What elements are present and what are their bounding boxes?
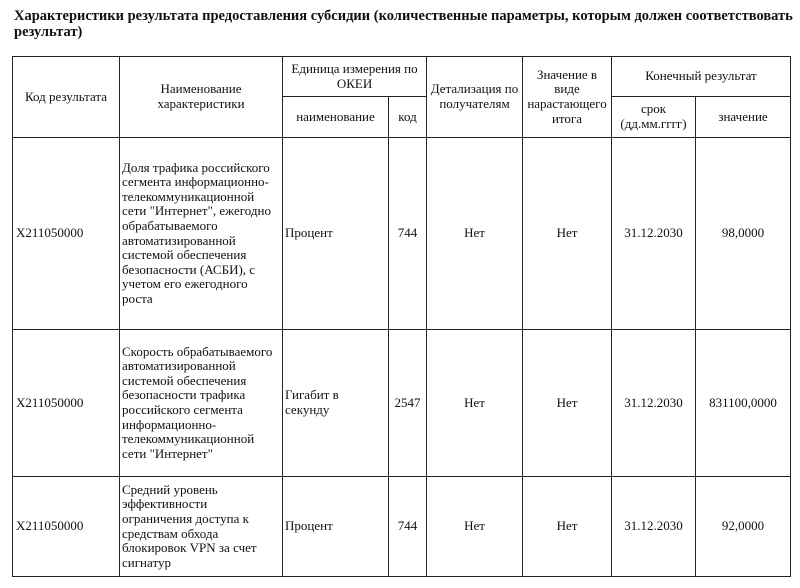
row-final-value: 98,0000 — [696, 138, 791, 330]
header-name: Наименование характеристики — [120, 57, 283, 138]
row-detail: Нет — [427, 477, 523, 577]
row-unit-name: Процент — [283, 138, 389, 330]
row-unit-code: 744 — [389, 477, 427, 577]
header-unit-code: код — [389, 97, 427, 138]
header-code: Код результата — [13, 57, 120, 138]
header-unit-name: наименование — [283, 97, 389, 138]
row-characteristic-name: Средний уровень эффективности ограничения доступа к средствам обхода блокировок VPN за счет сигнатур — [120, 477, 283, 577]
row-final-date: 31.12.2030 — [612, 138, 696, 330]
subsidy-result-table — [12, 56, 791, 577]
header-final-group: Конечный результат — [612, 57, 791, 97]
row-characteristic-name: Доля трафика российского сегмента информационно-телекоммуникационной сети "Интернет", ежегодно обрабатываемого автоматизированной системой обеспечения безопасности (АСБИ), с учетом его ежегодного роста — [120, 138, 283, 330]
row-characteristic-name: Скорость обрабатываемого автоматизированной системой обеспечения безопасности трафика российского сегмента информационно-телекоммуникационной сети "Интернет" — [120, 330, 283, 477]
row-final-date: 31.12.2030 — [612, 477, 696, 577]
header-detail: Детализация по получателям — [427, 57, 523, 138]
row-cumulative: Нет — [523, 330, 612, 477]
table-row — [13, 330, 791, 477]
row-detail: Нет — [427, 330, 523, 477]
header-cumulative: Значение в виде нарастающего итога — [523, 57, 612, 138]
row-cumulative: Нет — [523, 138, 612, 330]
row-final-value: 831100,0000 — [696, 330, 791, 477]
header-final-date: срок (дд.мм.гггг) — [612, 97, 696, 138]
row-final-date: 31.12.2030 — [612, 330, 696, 477]
row-final-value: 92,0000 — [696, 477, 791, 577]
header-final-value: значение — [696, 97, 791, 138]
document-title: Характеристики результата предоставления субсидии (количественные параметры, которым должен соответствовать результат) — [14, 8, 793, 40]
table-row — [13, 138, 791, 330]
row-unit-code: 744 — [389, 138, 427, 330]
row-detail: Нет — [427, 138, 523, 330]
table-row — [13, 477, 791, 577]
row-unit-name: Гигабит в секунду — [283, 330, 389, 477]
row-code: X211050000 — [13, 330, 120, 477]
row-code: X211050000 — [13, 138, 120, 330]
row-cumulative: Нет — [523, 477, 612, 577]
row-unit-code: 2547 — [389, 330, 427, 477]
row-code: X211050000 — [13, 477, 120, 577]
row-unit-name: Процент — [283, 477, 389, 577]
header-unit-group: Единица измерения по ОКЕИ — [283, 57, 427, 97]
